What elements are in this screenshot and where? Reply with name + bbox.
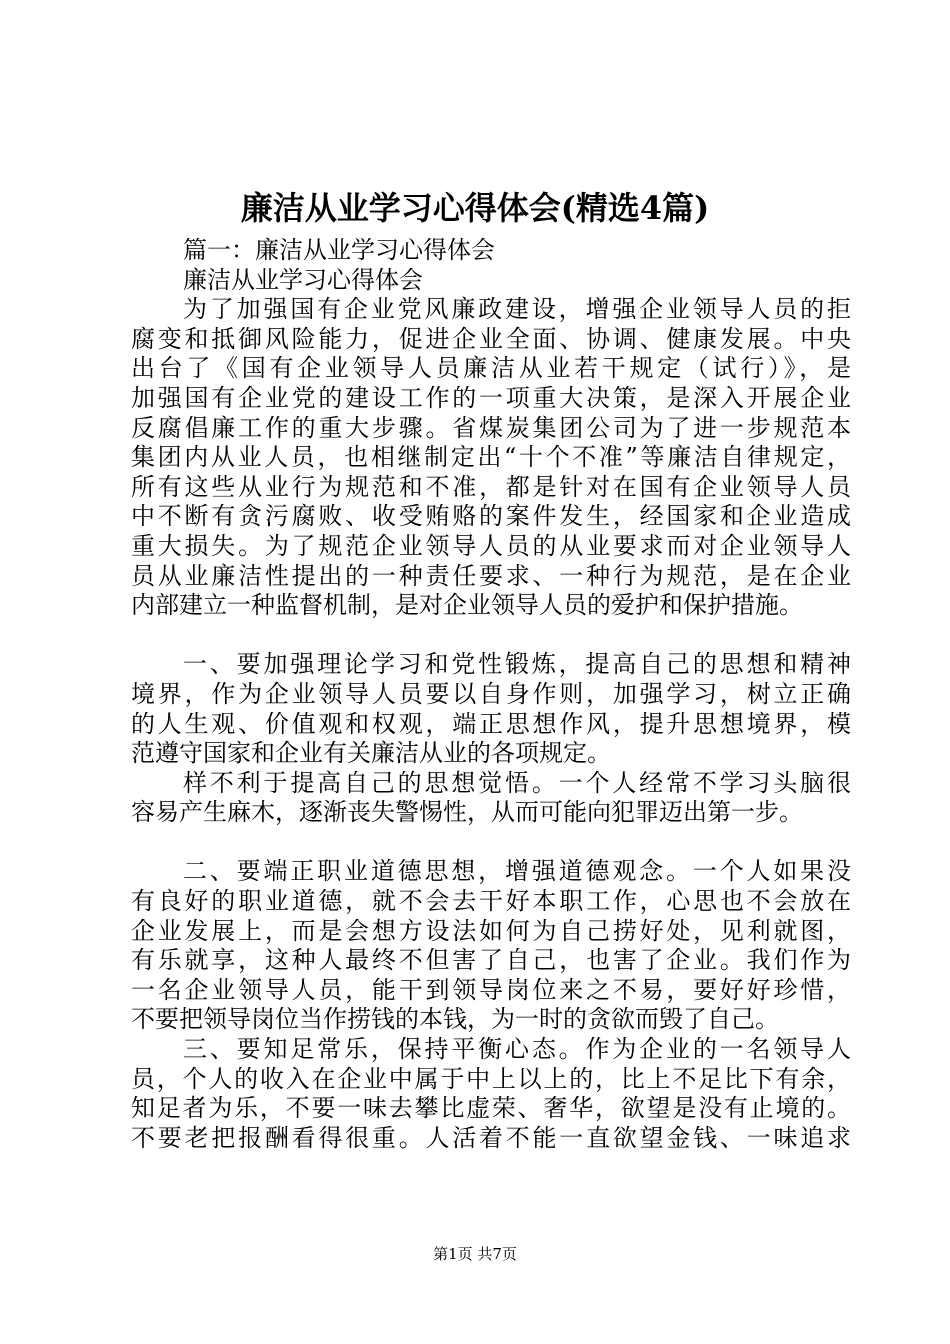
document-body [131,236,851,1153]
paragraph-line: 容易产生麻木，逐渐丧失警惕性，从而可能向犯罪迈出第一步。 [131,798,803,827]
paragraph-line: 重大损失。为了规范企业领导人员的从业要求而对企业领导人 [131,531,851,560]
paragraph-line: 加强国有企业党的建设工作的一项重大决策，是深入开展企业 [131,383,851,412]
paragraph-line: 有良好的职业道德，就不会去干好本职工作，心思也不会放在 [131,887,851,916]
paragraph-line: 集团内从业人员，也相继制定出“十个不准”等廉洁自律规定， [131,443,851,472]
paragraph-line: 一名企业领导人员，能干到领导岗位来之不易，要好好珍惜， [131,975,851,1004]
paragraph-line: 内部建立一种监督机制，是对企业领导人员的爱护和保护措施。 [131,591,803,620]
paragraph-line: 中不断有贪污腐败、收受贿赂的案件发生，经国家和企业造成 [131,502,851,531]
paragraph-line: 二、要端正职业道德思想，增强道德观念。一个人如果没 [183,857,851,886]
paragraph-line: 不要把领导岗位当作捞钱的本钱，为一时的贪欲而毁了自己。 [131,1005,779,1034]
paragraph-line: 反腐倡廉工作的重大步骤。省煤炭集团公司为了进一步规范本 [131,413,851,442]
section-heading: 篇一：廉洁从业学习心得体会 [183,236,495,264]
paragraph-line: 员从业廉洁性提出的一种责任要求、一种行为规范，是在企业 [131,561,851,590]
paragraph-line: 范遵守国家和企业有关廉洁从业的各项规定。 [131,739,611,768]
paragraph-line: 腐变和抵御风险能力，促进企业全面、协调、健康发展。中央 [131,324,851,353]
document-title: 廉洁从业学习心得体会(精选4篇) [240,189,710,227]
paragraph-line: 的人生观、价值观和权观，端正思想作风，提升思想境界，模 [131,709,851,738]
paragraph-line: 所有这些从业行为规范和不准，都是针对在国有企业领导人员 [131,472,851,501]
paragraph-line: 员，个人的收入在企业中属于中上以上的，比上不足比下有余， [131,1064,851,1093]
paragraph-line: 一、要加强理论学习和党性锻炼，提高自己的思想和精神 [183,650,851,679]
paragraph-line: 境界，作为企业领导人员要以自身作则，加强学习，树立正确 [131,679,851,708]
paragraph-line: 为了加强国有企业党风廉政建设，增强企业领导人员的拒 [183,295,851,324]
paragraph-line: 三、要知足常乐，保持平衡心态。作为企业的一名领导人 [183,1035,851,1064]
paragraph-line: 样不利于提高自己的思想觉悟。一个人经常不学习头脑很 [183,768,851,797]
paragraph-line: 企业发展上，而是会想方设法如何为自己捞好处，见利就图， [131,916,851,945]
paragraph-line: 出台了《国有企业领导人员廉洁从业若干规定（试行）》，是 [131,354,851,383]
paragraph-line: 不要老把报酬看得很重。人活着不能一直欲望金钱、一味追求 [131,1123,851,1152]
blank-line [131,828,851,858]
paragraph-line: 有乐就享，这种人最终不但害了自己，也害了企业。我们作为 [131,946,851,975]
subtitle-line: 廉洁从业学习心得体会 [183,265,423,294]
page-number-footer: 第1页 共7页 [433,1245,517,1263]
blank-line [131,621,851,651]
paragraph-line: 知足者为乐，不要一味去攀比虚荣、奢华，欲望是没有止境的。 [131,1094,851,1123]
